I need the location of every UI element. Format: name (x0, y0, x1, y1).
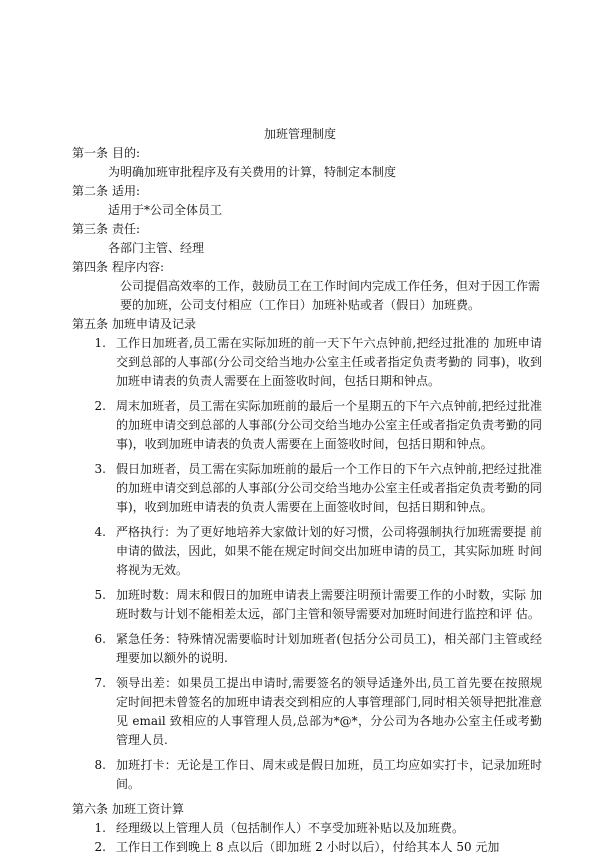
article-title: 适用: (112, 184, 141, 198)
article-title: 加班申请及记录 (112, 317, 197, 331)
article-4 (72, 258, 542, 315)
article-body: 公司提倡高效率的工作，鼓励员工在工作时间内完成工作任务，但对于因工作需要的加班，公司支付相应（工作日）加班补贴或者（假日）加班费。 (120, 279, 541, 312)
list-item (72, 586, 542, 624)
article-heading (72, 315, 542, 334)
article-heading (72, 144, 542, 163)
list-item-text: 严格执行：为了更好地培养大家做计划的好习惯，公司将强制执行加班需要提 前申请的做法，因此，如果不能在规定时间交出加班申请的员工，其实际加班 时间将视为无效。 (116, 525, 542, 577)
list-item-text: 加班时数：周末和假日的加班申请表上需要注明预计需要工作的小时数，实际 加班时数与计划不能相差太远，部门主管和领导需要对加班时间进行监控和评 估。 (116, 588, 542, 621)
article-number: 第一条 (72, 146, 109, 160)
list-item-number: 4. (94, 525, 106, 539)
list-item (72, 397, 542, 454)
article-number: 第五条 (72, 317, 109, 331)
article-number: 第六条 (72, 802, 109, 816)
article-body: 各部门主管、经理 (108, 241, 205, 255)
article-6-list (72, 819, 542, 857)
list-item-number: 8. (94, 758, 106, 772)
article-number: 第二条 (72, 184, 109, 198)
article-2 (72, 182, 542, 220)
list-item-text: 工作日工作到晚上 8 点以后（即加班 2 小时以后），付给其本人 50 元加 (116, 840, 500, 854)
list-item (72, 460, 542, 517)
list-item (72, 674, 542, 750)
list-item-text: 假日加班者，员工需在实际加班前的最后一个工作日的下午六点钟前,把经过批准的加班申请交到总部的人事部(分公司交给当地办公室主任或者指定负责考勤的同事)，收到加班申请表的负责人需要在上面签收时间，包括日期和钟点。 (116, 462, 542, 514)
article-5-list (72, 334, 542, 794)
article-title: 责任: (112, 222, 141, 236)
article-title: 程序内容: (112, 260, 165, 274)
article-3 (72, 220, 542, 258)
document-content (72, 144, 542, 857)
article-1 (72, 144, 542, 182)
list-item-text: 周末加班者，员工需在实际加班前的最后一个星期五的下午六点钟前,把经过批准的加班申请交到总部的人事部(分公司交给当地办公室主任或者指定负责考勤的同事)，收到加班申请表的负责人需要在上面签收时间，包括日期和钟点。 (116, 399, 542, 451)
list-item (72, 334, 542, 391)
list-item-number: 3. (94, 462, 106, 476)
list-item (72, 523, 542, 580)
list-item-number: 5. (94, 588, 106, 602)
list-item-number: 1. (94, 336, 106, 350)
list-item (72, 819, 542, 838)
article-title: 目的: (112, 146, 141, 160)
list-item-number: 2. (94, 399, 106, 413)
list-item-text: 工作日加班者,员工需在实际加班的前一天下午六点钟前,把经过批准的 加班申请交到总部的人事部(分公司交给当地办公室主任或者指定负责考勤的 同事)，收到加班申请表的负责人需要在上面签收时间，包括日期和钟点。 (116, 336, 542, 388)
article-number: 第三条 (72, 222, 109, 236)
list-item (72, 756, 542, 794)
list-item-text: 紧急任务：特殊情况需要临时计划加班者(包括分公司员工)，相关部门主管或经理要加以额外的说明. (116, 632, 542, 665)
list-item-number: 2. (94, 840, 106, 854)
list-item-number: 7. (94, 676, 106, 690)
article-title: 加班工资计算 (112, 802, 185, 816)
article-body: 为明确加班审批程序及有关费用的计算，特制定本制度 (108, 165, 397, 179)
article-number: 第四条 (72, 260, 109, 274)
article-6 (72, 800, 542, 857)
document-title: 加班管理制度 (263, 127, 336, 141)
list-item-text: 经理级以上管理人员（包括制作人）不享受加班补贴以及加班费。 (116, 821, 465, 835)
article-body: 适用于*公司全体员工 (108, 203, 223, 217)
list-item-number: 1. (94, 821, 106, 835)
article-5 (72, 315, 542, 794)
list-item-text: 领导出差：如果员工提出申请时,需要签名的领导适逢外出,员工首先要在按照规定时间把未曾签名的加班申请表交到相应的人事管理部门,同时相关领导把批准意见 email 致相应的人事管理人员,总部为*@*，分公司为各地办公室主任或考勤管理人员. (116, 676, 542, 747)
list-item-text: 加班打卡：无论是工作日、周末或是假日加班，员工均应如实打卡，记录加班时间。 (116, 758, 542, 791)
article-heading (72, 800, 542, 819)
article-heading (72, 220, 542, 239)
list-item (72, 630, 542, 668)
list-item-number: 6. (94, 632, 106, 646)
article-heading (72, 258, 542, 277)
article-heading (72, 182, 542, 201)
list-item (72, 838, 542, 857)
